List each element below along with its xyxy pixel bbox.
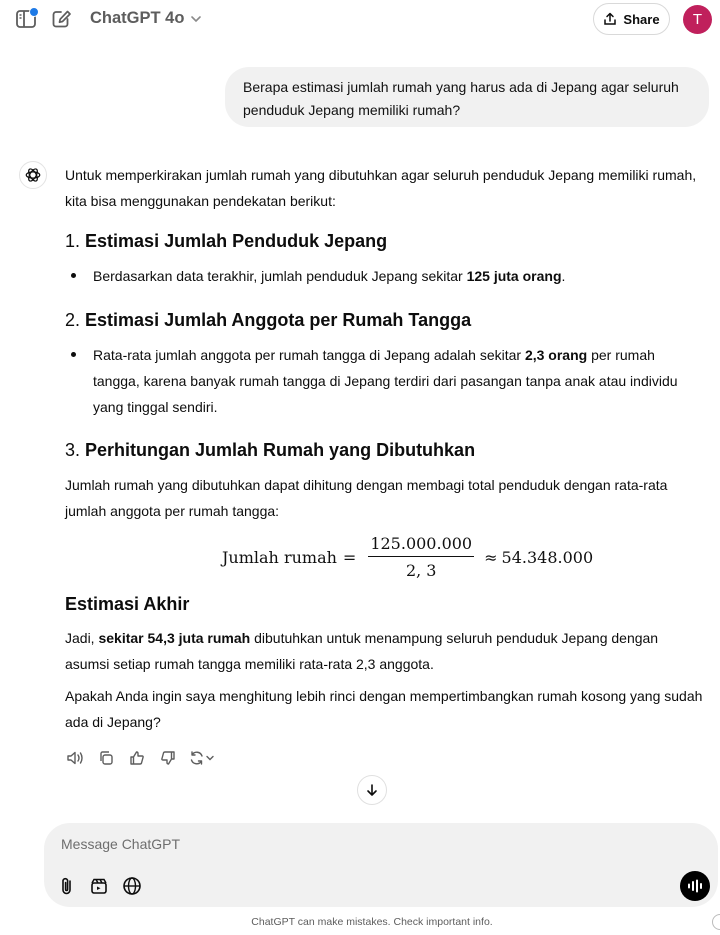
arrow-down-icon	[365, 783, 379, 797]
openai-logo-icon	[19, 161, 47, 189]
model-name: ChatGPT 4o	[90, 9, 185, 27]
disclaimer: ChatGPT can make mistakes. Check important info.	[251, 916, 493, 928]
conclusion-paragraph	[65, 625, 705, 677]
read-aloud-icon[interactable]	[64, 748, 86, 768]
section-1-heading	[65, 231, 387, 252]
section-1-number: 1.	[65, 231, 81, 251]
text: .	[561, 268, 566, 284]
user-message: Berapa estimasi jumlah rumah yang harus ada di Jepang agar seluruh penduduk Jepang memiliki rumah?	[225, 67, 709, 127]
text: Rata-rata jumlah anggota per rumah tangga di Jepang adalah sekitar	[93, 347, 525, 363]
bold-text: 125 juta orang	[466, 268, 562, 284]
formula-lhs: Jumlah rumah	[222, 547, 337, 567]
section-2-bullet	[93, 342, 703, 420]
attach-icon[interactable]	[56, 875, 78, 897]
thumbs-up-icon[interactable]	[126, 748, 148, 768]
assistant-intro: Untuk memperkirakan jumlah rumah yang dibutuhkan agar seluruh penduduk Jepang memiliki rumah, kita bisa menggunakan pendekatan berikut:	[65, 167, 697, 209]
avatar[interactable]	[683, 5, 712, 34]
formula-numerator: 125.000.000	[368, 534, 474, 557]
followup-paragraph: Apakah Anda ingin saya menghitung lebih rinci dengan mempertimbangkan rumah kosong yang sudah ada di Jepang?	[65, 688, 703, 730]
scroll-down-button[interactable]	[357, 775, 387, 805]
text: Jadi,	[65, 630, 99, 646]
section-3-heading	[65, 440, 475, 461]
avatar-initial: T	[692, 11, 703, 28]
section-2-heading	[65, 310, 471, 331]
bullet	[71, 352, 76, 357]
message-input[interactable]	[61, 836, 621, 852]
thumbs-down-icon[interactable]	[157, 748, 179, 768]
section-4-heading: Estimasi Akhir	[65, 594, 190, 614]
tools-icon[interactable]	[88, 875, 110, 897]
formula-approx: ≈	[484, 547, 498, 567]
text: Berdasarkan data terakhir, jumlah penduduk Jepang sekitar	[93, 268, 467, 284]
section-1-bullet	[93, 263, 703, 289]
formula	[222, 534, 593, 580]
regenerate-icon[interactable]	[188, 748, 218, 768]
text: dibutuhkan untuk menampung seluruh penduduk Jepang dengan asumsi setiap rumah tangga memiliki rata-rata 2,3 anggota.	[65, 630, 659, 672]
text: per rumah tangga, karena banyak rumah tangga di Jepang terdiri dari pasangan tanpa anak atau individu yang tinggal sendiri.	[93, 347, 678, 415]
bullet	[71, 273, 76, 278]
formula-equals: =	[342, 547, 357, 567]
section-2-number: 2.	[65, 310, 81, 330]
bold-text: sekitar 54,3 juta rumah	[98, 630, 251, 646]
copy-icon[interactable]	[95, 748, 117, 768]
globe-icon[interactable]	[121, 875, 143, 897]
voice-mode-button[interactable]	[680, 871, 710, 901]
waveform-icon	[687, 879, 703, 893]
share-icon	[603, 12, 617, 26]
section-3-text: Jumlah rumah yang dibutuhkan dapat dihitung dengan membagi total penduduk dengan rata-rata jumlah anggota per rumah tangga:	[65, 477, 668, 519]
chevron-down-icon	[190, 15, 202, 23]
composer	[44, 823, 718, 907]
message-actions	[64, 748, 218, 768]
share-button[interactable]	[593, 3, 670, 35]
model-selector[interactable]	[90, 9, 202, 28]
section-3-number: 3.	[65, 440, 81, 460]
formula-denominator: 2, 3	[405, 561, 437, 580]
notification-dot	[29, 7, 39, 17]
section-2-title: Estimasi Jumlah Anggota per Rumah Tangga	[85, 310, 472, 330]
formula-fraction	[368, 534, 474, 580]
section-1-title: Estimasi Jumlah Penduduk Jepang	[85, 231, 388, 251]
bold-text: 2,3 orang	[524, 347, 588, 363]
share-label: Share	[623, 11, 660, 27]
section-3-title: Perhitungan Jumlah Rumah yang Dibutuhkan	[85, 440, 476, 460]
formula-result: 54.348.000	[501, 547, 594, 567]
new-chat-icon[interactable]	[50, 8, 74, 30]
top-bar	[0, 0, 720, 40]
